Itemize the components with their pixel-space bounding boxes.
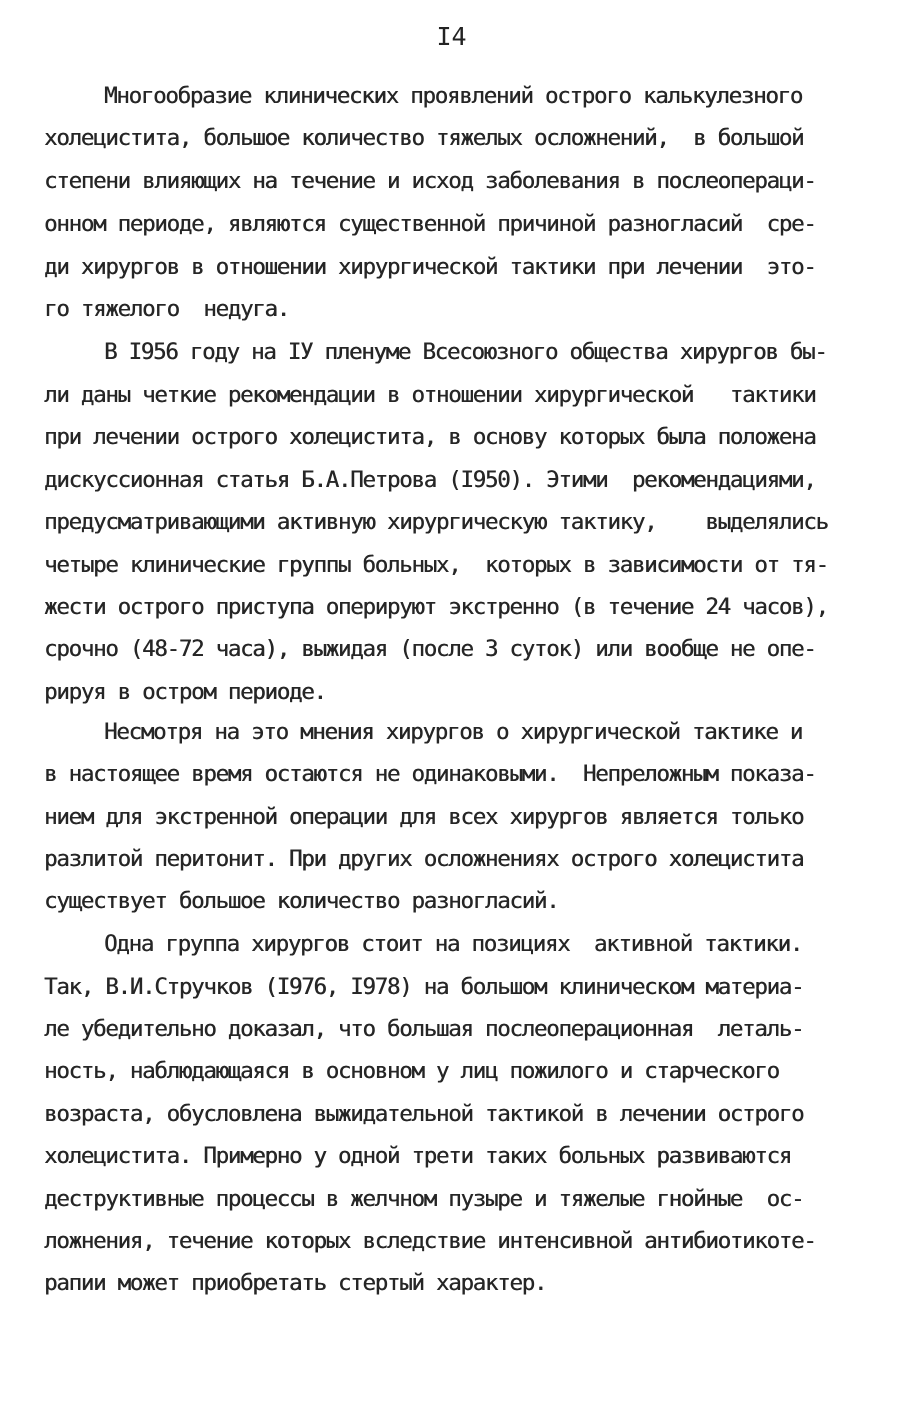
text-line: существует большое количество разногласий.	[44, 888, 559, 914]
text-line: предусматривающими активную хирургическую тактику, выделялись	[44, 509, 828, 535]
text-line: возраста, обусловлена выжидательной тактикой в лечении острого	[44, 1101, 804, 1127]
text-line: рируя в остром периоде.	[44, 679, 326, 705]
text-line: Многообразие клинических проявлений острого калькулезного	[104, 83, 803, 109]
text-line: Так, В.И.Стручков (I976, I978) на большом клиническом материа-	[44, 974, 804, 1000]
text-line: нием для экстренной операции для всех хирургов является только	[44, 804, 804, 830]
text-line: степени влияющих на течение и исход заболевания в послеопераци-	[44, 168, 816, 194]
text-line: В I956 году на IУ пленуме Всесоюзного общества хирургов бы-	[104, 339, 827, 365]
text-line: разлитой перитонит. При других осложнениях острого холецистита	[44, 846, 804, 872]
text-line: холецистита, большое количество тяжелых осложнений, в большой	[44, 125, 804, 151]
text-line: ди хирургов в отношении хирургической тактики при лечении это-	[44, 254, 816, 280]
text-line: срочно (48-72 часа), выжидая (после 3 суток) или вообще не опе-	[44, 636, 816, 662]
text-line: онном периоде, являются существенной причиной разногласий сре-	[44, 211, 816, 237]
text-line: ность, наблюдающаяся в основном у лиц пожилого и старческого	[44, 1058, 779, 1084]
text-line: го тяжелого недуга.	[44, 296, 289, 322]
text-line: дискуссионная статья Б.А.Петрова (I950). Этими рекомендациями,	[44, 467, 816, 493]
text-line: деструктивные процессы в желчном пузыре и тяжелые гнойные ос-	[44, 1186, 804, 1212]
text-line: при лечении острого холецистита, в основу которых была положена	[44, 424, 816, 450]
text-line: ложнения, течение которых вследствие интенсивной антибиотикоте-	[44, 1228, 816, 1254]
page-number: I4	[436, 22, 467, 51]
text-line: Одна группа хирургов стоит на позициях активной тактики.	[104, 931, 803, 957]
text-line: холецистита. Примерно у одной трети таких больных развиваются	[44, 1143, 792, 1169]
text-line: четыре клинические группы больных, которых в зависимости от тя-	[44, 552, 828, 578]
text-line: жести острого приступа оперируют экстренно (в течение 24 часов),	[44, 594, 828, 620]
text-line: рапии может приобретать стертый характер.	[44, 1270, 547, 1296]
text-line: в настоящее время остаются не одинаковыми. Непреложным показа-	[44, 761, 816, 787]
text-line: ле убедительно доказал, что большая послеоперационная леталь-	[44, 1016, 804, 1042]
text-line: Несмотря на это мнения хирургов о хирургической тактике и	[104, 719, 803, 745]
text-line: ли даны четкие рекомендации в отношении хирургической тактики	[44, 382, 816, 408]
